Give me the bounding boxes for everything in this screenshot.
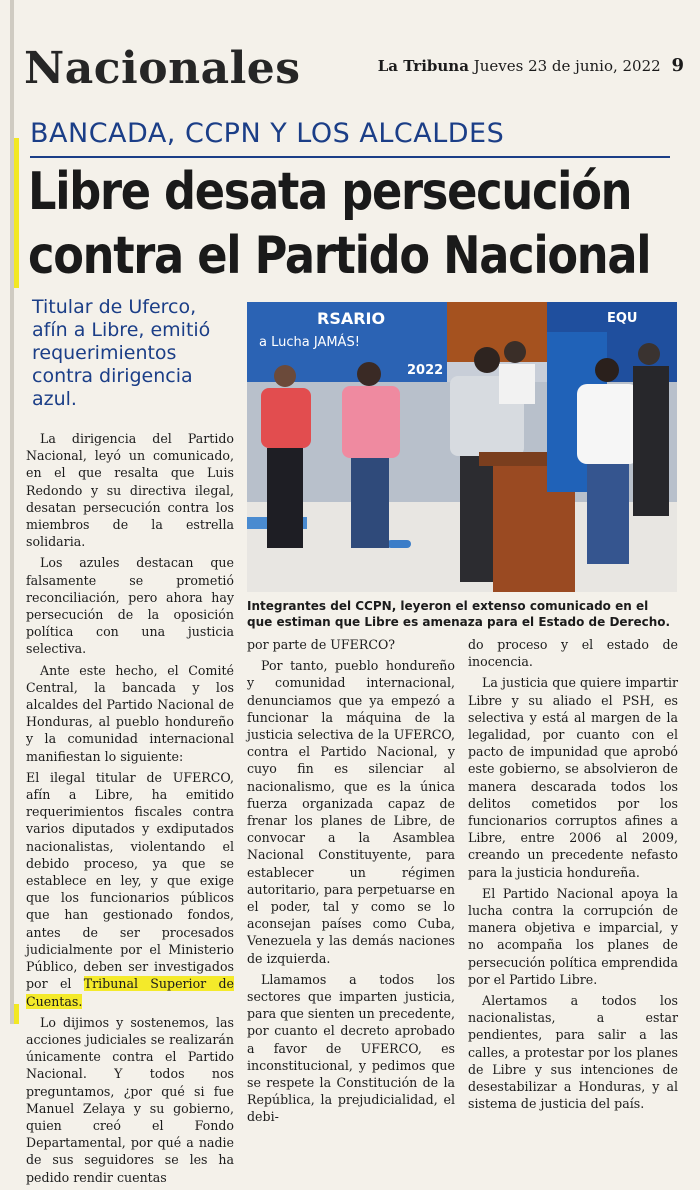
highlighter-mark [14, 1004, 19, 1024]
article-photo [247, 302, 677, 592]
article-deck: Titular de Uferco, afín a Libre, emitió requerimientos contra dirigencia azul. [32, 296, 211, 410]
headline-line-1: Libre desata persecución [28, 162, 632, 222]
banner-year: 2022 [407, 363, 444, 378]
kicker-underline [30, 156, 670, 158]
photo-caption: Integrantes del CCPN, leyeron el extenso comunicado en el que estiman que Libre es amenaza para el Estado de Derecho. [247, 599, 671, 629]
article-column-3 [468, 636, 678, 1116]
person-right [633, 343, 669, 516]
article-kicker: BANCADA, CCPN Y LOS ALCALDES [30, 118, 505, 149]
paragraph: por parte de UFERCO? [247, 637, 396, 652]
headline-line-2: contra el Partido Nacional [28, 226, 651, 286]
banner-text-2: a Lucha JAMÁS! [259, 335, 360, 350]
paragraph: Llamamos a todos los sectores que imparten justicia, para que sienten un precedente, por cuanto el decreto aprobado a favor de UFERCO, es inconstitucional, y pedimos que se respete la Constitución de la República, la prejudicialidad, el debi- [247, 971, 455, 1125]
paragraph [26, 769, 234, 1010]
article-headline [28, 160, 651, 288]
paragraph: Los azules destacan que falsamente se prometió reconciliación, pero ahora hay persecución de la oposición política con una justicia selectiva. [26, 555, 234, 657]
issue-info [378, 56, 684, 76]
highlighter-mark [14, 138, 19, 288]
flag-text: EQU [607, 311, 638, 326]
paragraph: Alertamos a todos los nacionalistas, a estar pendientes, para salir a las calles, a protestar por los planes de Libre y sus intenciones de desestabilizar a Honduras, y al sistema de justicia del país. [468, 993, 678, 1112]
page-number: 9 [671, 55, 684, 76]
article-column-2 [247, 636, 455, 1130]
issue-date: Jueves 23 de junio, 2022 [473, 57, 661, 75]
paragraph: La dirigencia del Partido Nacional, leyó un comunicado, en el que resalta que Luis Redondo y su directiva ilegal, desatan persecución contra los miembros de la estrella solidaria. [26, 431, 234, 550]
article-column-1 [26, 430, 234, 1190]
paragraph: Lo dijimos y sostenemos, las acciones judiciales se realizarán únicamente contra el Partido Nacional. Y todos nos preguntamos, ¿por qué si fue Manuel Zelaya y su gobierno, quien creó el Fondo Departamental, por qué a nadie de sus seguidores se les ha pedido rendir cuentas [26, 1014, 234, 1185]
newspaper-name: La Tribuna [377, 57, 469, 75]
highlighted-text: Tribunal Superior de Cuentas. [26, 976, 234, 1009]
photo-illustration [247, 302, 677, 592]
paragraph-text: El ilegal titular de UFERCO, afín a Libre, ha emitido requerimientos fiscales contra varios diputados y exdiputados nacionalistas, violentando el debido proceso, ya que se establece en ley, y que exige que los funcionarios públicos que han gestionado fondos, antes de ser procesados judicialmente por el Ministerio Público, deben ser investigados por el [26, 769, 234, 992]
paragraph: Ante este hecho, el Comité Central, la bancada y los alcaldes del Partido Nacional de Honduras, al pueblo hondureño y la comunidad internacional manifiestan lo siguiente: [26, 662, 234, 764]
paragraph: Por tanto, pueblo hondureño y comunidad internacional, denunciamos que ya empezó a funcionar la máquina de la justicia selectiva de la UFERCO, contra el Partido Nacional, y cuyo fin es silenciar al nacionalismo, que es la única fuerza organizada capaz de frenar los planes de Libre, de convocar a la Asamblea Nacional Constituyente, para establecer un régimen autoritario, para perpetuarse en el poder, tal y como se lo aconsejan países como Cuba, Venezuela y las demás naciones de izquierda. [247, 658, 455, 966]
banner-text-1: RSARIO [317, 309, 386, 328]
page-header [24, 40, 684, 98]
paragraph: El Partido Nacional apoya la lucha contra la corrupción de manera objetiva e imparcial, y no acompaña los planes de persecución política emprendida por el Partido Libre. [468, 885, 678, 987]
paragraph: do proceso y el estado de inocencia. [468, 637, 678, 670]
paragraph: La justicia que quiere impartir Libre y su aliado el PSH, es selectiva y está al margen de la legalidad, por cuanto con el pacto de impunidad que aprobó este gobierno, se absolvieron de manera descarada todos los delitos cometidos por los funcionarios corruptos afines a Libre, entre 2006 al 2009, creando un precedente nefasto para la justicia hondureña. [468, 675, 678, 880]
section-title: Nacionales [24, 43, 301, 94]
